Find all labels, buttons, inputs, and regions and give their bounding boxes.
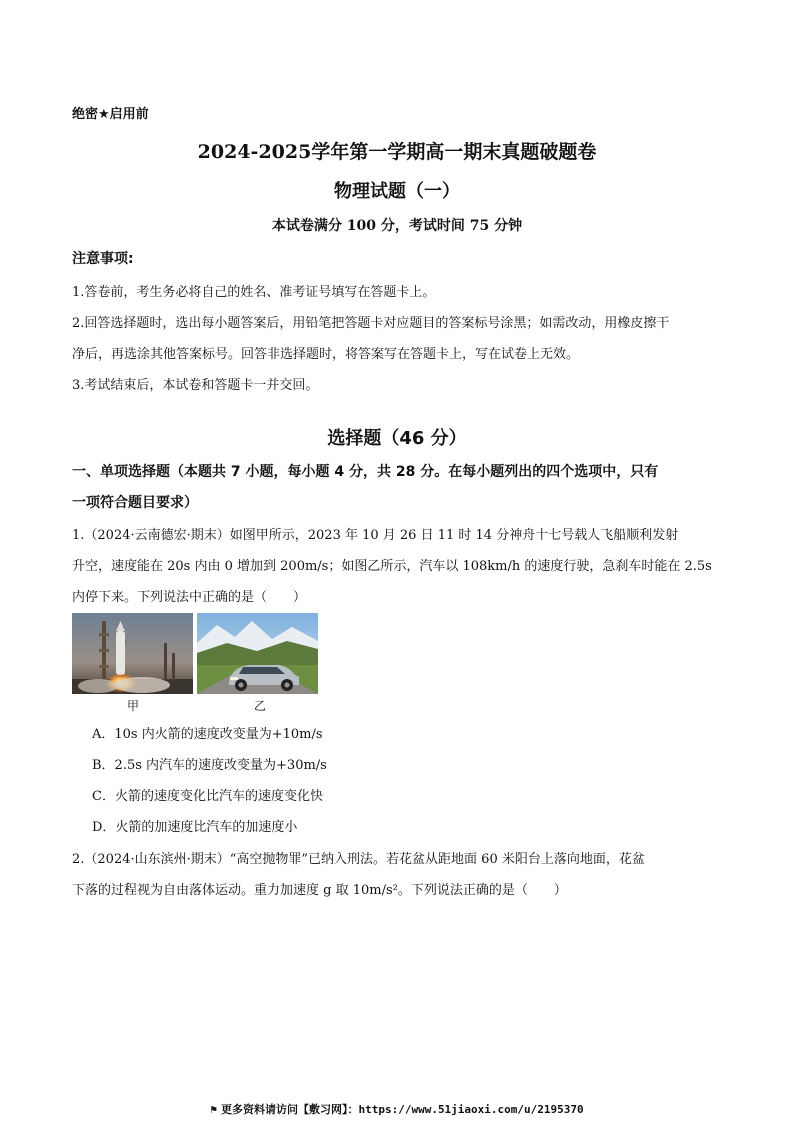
exam-title: 2024-2025学年第一学期高一期末真题破题卷: [197, 141, 597, 163]
rocket-launch-photo: [72, 613, 193, 694]
exam-info: 本试卷满分 100 分，考试时间 75 分钟: [271, 218, 523, 234]
car-photo: [197, 613, 318, 694]
confidential-label: 绝密★启用前: [72, 107, 149, 122]
notice-item: 3.考试结束后，本试卷和答题卡一并交回。: [72, 378, 319, 393]
option-d: D．火箭的加速度比汽车的加速度小: [92, 820, 298, 835]
notice-item: 净后，再选涂其他答案标号。回答非选择题时，将答案写在答题卡上，写在试卷上无效。: [72, 347, 580, 362]
question-2-line2: 下落的过程视为自由落体运动。重力加速度 g 取 10m/s²。下列说法正确的是（ ）: [72, 883, 567, 898]
notice-item: 1.答卷前，考生务必将自己的姓名、准考证号填写在答题卡上。: [72, 285, 436, 300]
section-title: 选择题（46 分）: [327, 428, 467, 449]
footer-link[interactable]: 更多资料请访问【敷习网】：https://www.51jiaoxi.com/u/2195370: [220, 1103, 584, 1116]
footer: [0, 1101, 794, 1117]
caption-yi: 乙: [254, 699, 267, 713]
question-1-line1: 1.（2024·云南德宏·期末）如图甲所示，2023 年 10 月 26 日 11 时 14 分神舟十七号载人飞船顺利发射: [72, 528, 679, 543]
question-2-line1: 2.（2024·山东滨州·期末）“高空抛物罪”已纳入刑法。若花盆从距地面 60 米阳台上落向地面，花盆: [72, 852, 645, 867]
question-1-line3: 内停下来。下列说法中正确的是（ ）: [72, 590, 307, 605]
flag-icon: ⚑: [210, 1103, 217, 1116]
notice-heading: 注意事项:: [72, 251, 134, 267]
part-heading-line1: 一、单项选择题（本题共 7 小题，每小题 4 分，共 28 分。在每小题列出的四个选项中，只有: [72, 464, 659, 480]
option-c: C．火箭的速度变化比汽车的速度变化快: [92, 789, 323, 804]
part-heading-line2: 一项符合题目要求）: [72, 495, 198, 511]
subject-title: 物理试题（一）: [334, 181, 460, 202]
option-b: B．2.5s 内汽车的速度改变量为+30m/s: [92, 758, 327, 773]
question-1-line2: 升空，速度能在 20s 内由 0 增加到 200m/s；如图乙所示，汽车以 108km/h 的速度行驶，急刹车时能在 2.5s: [72, 559, 712, 574]
option-a: A．10s 内火箭的速度改变量为+10m/s: [92, 727, 323, 742]
caption-jia: 甲: [127, 699, 140, 713]
notice-item: 2.回答选择题时，选出每小题答案后，用铅笔把答题卡对应题目的答案标号涂黑；如需改动，用橡皮擦干: [72, 316, 670, 331]
